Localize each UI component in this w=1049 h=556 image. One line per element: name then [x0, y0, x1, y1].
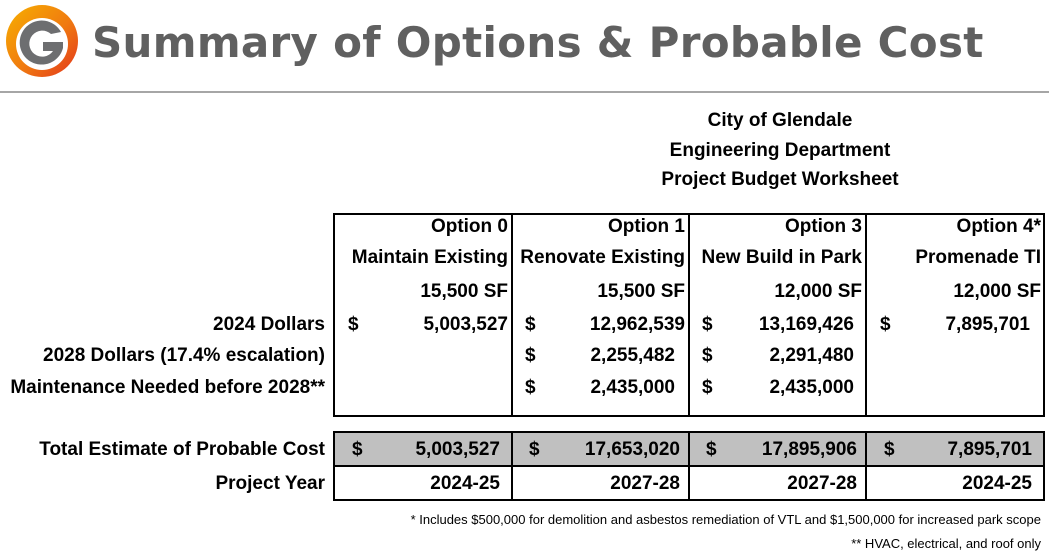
- col-divider-2: [688, 213, 690, 417]
- value-maintenance-option-1: 2,435,000: [590, 377, 675, 398]
- col-sf-option-0: 15,500 SF: [420, 281, 508, 302]
- currency-symbol: $: [880, 314, 891, 335]
- col-sf-option-3: 12,000 SF: [774, 281, 862, 302]
- col-header-option-1: Option 1: [607, 216, 685, 237]
- year-option-3: 2027-28: [787, 473, 857, 494]
- footnote-option-4: * Includes $500,000 for demolition and asbestos remediation of VTL and $1,500,000 for increased park scope: [410, 512, 1041, 527]
- col-desc-option-0: Maintain Existing: [351, 247, 508, 268]
- value-2024-option-4: 7,895,701: [945, 314, 1030, 335]
- currency-symbol: $: [525, 314, 536, 335]
- value-2028-option-1: 2,255,482: [590, 345, 675, 366]
- page-title: Summary of Options & Probable Cost: [92, 18, 984, 67]
- row-label-maintenance: Maintenance Needed before 2028**: [10, 377, 325, 398]
- glendale-logo-icon: [3, 2, 81, 80]
- col-divider-3b: [865, 431, 867, 501]
- col-sf-option-1: 15,500 SF: [597, 281, 685, 302]
- org-name: City of Glendale: [707, 110, 853, 131]
- currency-symbol: $: [706, 439, 717, 460]
- year-option-4: 2024-25: [962, 473, 1032, 494]
- value-maintenance-option-3: 2,435,000: [769, 377, 854, 398]
- row-label-2028-dollars: 2028 Dollars (17.4% escalation): [43, 345, 325, 366]
- col-divider-3: [865, 213, 867, 417]
- col-desc-option-3: New Build in Park: [701, 247, 862, 268]
- col-divider-1: [511, 213, 513, 417]
- total-option-1: 17,653,020: [584, 439, 680, 460]
- total-option-0: 5,003,527: [415, 439, 500, 460]
- worksheet-title: Project Budget Worksheet: [661, 169, 899, 190]
- currency-symbol: $: [702, 377, 713, 398]
- currency-symbol: $: [525, 345, 536, 366]
- currency-symbol: $: [884, 439, 895, 460]
- value-2024-option-1: 12,962,539: [589, 314, 685, 335]
- col-divider-1b: [511, 431, 513, 501]
- header-divider: [0, 91, 1049, 93]
- org-department: Engineering Department: [669, 140, 891, 161]
- col-sf-option-4: 12,000 SF: [953, 281, 1041, 302]
- row-label-2024-dollars: 2024 Dollars: [213, 314, 325, 335]
- footnote-maintenance: ** HVAC, electrical, and roof only: [851, 536, 1041, 551]
- col-header-option-3: Option 3: [784, 216, 862, 237]
- currency-symbol: $: [702, 314, 713, 335]
- col-desc-option-4: Promenade TI: [915, 247, 1041, 268]
- currency-symbol: $: [352, 439, 363, 460]
- header: [0, 0, 1049, 92]
- currency-symbol: $: [702, 345, 713, 366]
- value-2024-option-0: 5,003,527: [423, 314, 508, 335]
- year-option-1: 2027-28: [610, 473, 680, 494]
- total-option-3: 17,895,906: [761, 439, 857, 460]
- total-option-4: 7,895,701: [947, 439, 1032, 460]
- currency-symbol: $: [525, 377, 536, 398]
- col-header-option-0: Option 0: [430, 216, 508, 237]
- row-label-total: Total Estimate of Probable Cost: [39, 439, 325, 460]
- currency-symbol: $: [348, 314, 359, 335]
- col-divider-2b: [688, 431, 690, 501]
- currency-symbol: $: [529, 439, 540, 460]
- value-2028-option-3: 2,291,480: [769, 345, 854, 366]
- col-desc-option-1: Renovate Existing: [520, 247, 685, 268]
- col-header-option-4: Option 4*: [956, 216, 1041, 237]
- row-label-project-year: Project Year: [215, 473, 325, 494]
- value-2024-option-3: 13,169,426: [758, 314, 854, 335]
- year-option-0: 2024-25: [430, 473, 500, 494]
